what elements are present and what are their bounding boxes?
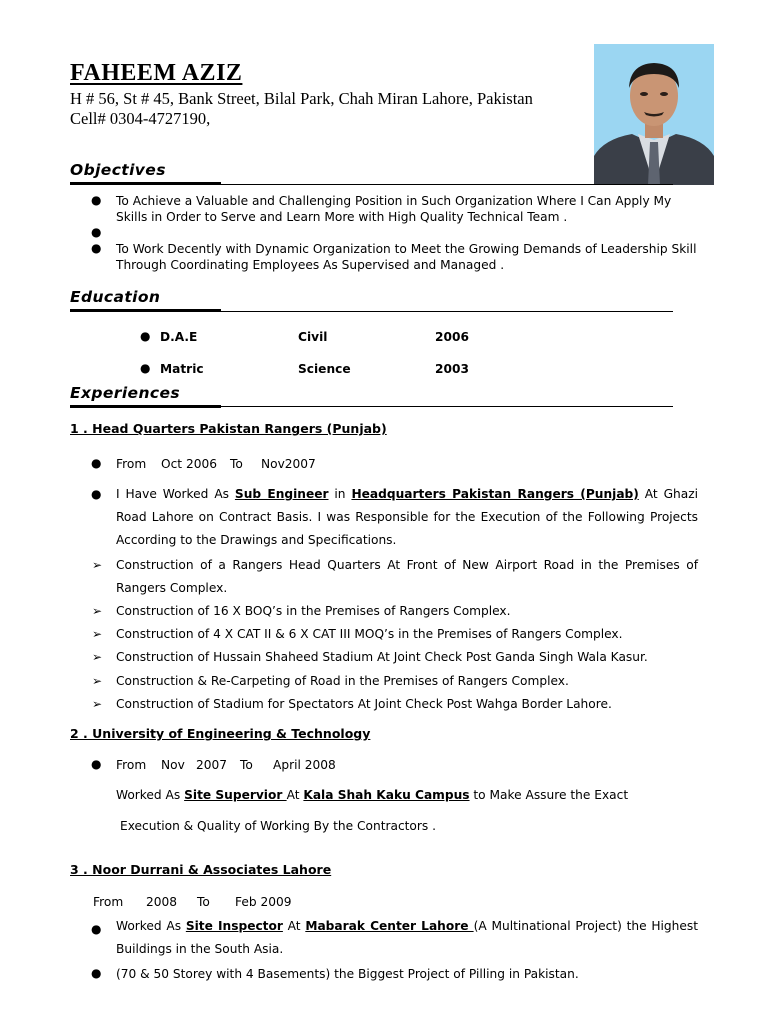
arrow-bullet-icon: ➢ xyxy=(92,627,103,641)
education-rule xyxy=(70,309,221,312)
address: H # 56, St # 45, Bank Street, Bilal Park, Chah Miran Lahore, Pakistan xyxy=(70,89,533,108)
bullet-icon: ● xyxy=(91,193,102,207)
education-rule-thin xyxy=(221,311,673,312)
project-item: Construction of 16 X BOQ’s in the Premises of Rangers Complex. xyxy=(116,604,511,618)
experiences-heading: Experiences xyxy=(70,384,181,402)
job-period-end: April 2008 xyxy=(273,758,336,772)
candidate-name: FAHEEM AZIZ xyxy=(70,60,243,86)
bullet-icon: ● xyxy=(91,241,102,255)
project-item: Construction of 4 X CAT II & 6 X CAT III MOQ’s in the Premises of Rangers Complex. xyxy=(116,627,623,641)
job-period-from: From xyxy=(116,758,147,772)
job-period-to: To xyxy=(197,895,210,909)
job-desc-text: to Make Assure the Exact xyxy=(469,788,629,802)
cell-number: Cell# 0304-4727190, xyxy=(70,109,211,128)
job-desc-text: (A Multinational Project) the Highest Buildings in the South Asia. xyxy=(116,919,698,956)
job-period-start: 2008 xyxy=(146,895,178,909)
job-period-start: Oct 2006 xyxy=(161,457,217,471)
edu-degree: Matric xyxy=(160,362,204,376)
job-heading: 1 . Head Quarters Pakistan Rangers (Punjab) xyxy=(70,421,387,436)
bullet-icon: ● xyxy=(91,922,102,936)
arrow-bullet-icon: ➢ xyxy=(92,558,103,572)
job-period-start-year: 2007 xyxy=(196,758,228,772)
job-desc-text: Worked As xyxy=(116,919,186,933)
job-description xyxy=(116,483,698,552)
arrow-bullet-icon: ➢ xyxy=(92,604,103,618)
edu-year: 2006 xyxy=(435,330,469,344)
job-period-to: To xyxy=(230,457,243,471)
job-role: Site Inspector xyxy=(185,919,283,933)
job-desc-text: At xyxy=(282,919,306,933)
bullet-icon: ● xyxy=(91,456,102,470)
job-period-to: To xyxy=(240,758,253,772)
arrow-bullet-icon: ➢ xyxy=(92,674,103,688)
project-item: Construction & Re-Carpeting of Road in the Premises of Rangers Complex. xyxy=(116,674,569,688)
edu-field: Civil xyxy=(298,330,328,344)
job-organization: Mabarak Center Lahore xyxy=(305,919,474,933)
job-role: Sub Engineer xyxy=(234,487,329,501)
objectives-rule xyxy=(70,182,221,185)
bullet-icon: ● xyxy=(91,757,102,771)
job-heading: 2 . University of Engineering & Technology xyxy=(70,726,371,741)
edu-degree: D.A.E xyxy=(160,330,198,344)
job-desc-text: in xyxy=(328,487,352,501)
job-description-line: Execution & Quality of Working By the Contractors . xyxy=(120,819,436,833)
job-period-start: Nov xyxy=(161,758,185,772)
objective-item: To Achieve a Valuable and Challenging Position in Such Organization Where I Can Apply My Skills in Order to Serve and Learn More with High Quality Technical Team . xyxy=(116,194,672,224)
bullet-icon: ● xyxy=(91,966,102,980)
objectives-heading: Objectives xyxy=(70,161,166,179)
bullet-icon: ● xyxy=(140,361,151,375)
objectives-rule-thin xyxy=(221,184,673,185)
education-heading: Education xyxy=(70,288,161,306)
job-description xyxy=(116,787,698,803)
project-item: Construction of a Rangers Head Quarters At Front of New Airport Road in the Premises of Rangers Complex. xyxy=(116,558,698,595)
job-period-end: Nov2007 xyxy=(261,457,316,471)
bullet-icon: ● xyxy=(91,487,102,501)
job-period-from: From xyxy=(116,457,147,471)
job-role: Site Supervior xyxy=(184,788,287,802)
job-desc-text: At Ghazi Road Lahore on Contract Basis. I was Responsible for the Execution of the Following Projects According to the Drawings and Specifications. xyxy=(116,487,698,547)
arrow-bullet-icon: ➢ xyxy=(92,697,103,711)
job-period-end: Feb 2009 xyxy=(235,895,292,909)
bullet-icon: ● xyxy=(140,329,151,343)
job-desc-text: At xyxy=(286,788,304,802)
edu-field: Science xyxy=(298,362,351,376)
job-description-line: (70 & 50 Storey with 4 Basements) the Biggest Project of Pilling in Pakistan. xyxy=(116,967,579,981)
job-heading: 3 . Noor Durrani & Associates Lahore xyxy=(70,862,332,877)
experiences-rule-thin xyxy=(221,406,673,407)
profile-photo xyxy=(594,44,714,185)
portrait-image xyxy=(594,44,714,185)
edu-year: 2003 xyxy=(435,362,469,376)
objective-item: To Work Decently with Dynamic Organization to Meet the Growing Demands of Leadership Skill Through Coordinating Employees As Supervised and Managed . xyxy=(116,242,697,272)
bullet-icon: ● xyxy=(91,225,102,239)
job-desc-text: I Have Worked As xyxy=(116,487,235,501)
project-item: Construction of Hussain Shaheed Stadium At Joint Check Post Ganda Singh Wala Kasur. xyxy=(116,650,648,664)
job-organization: Kala Shah Kaku Campus xyxy=(303,788,470,802)
job-description xyxy=(116,915,698,961)
job-organization: Headquarters Pakistan Rangers (Punjab) xyxy=(351,487,639,501)
arrow-bullet-icon: ➢ xyxy=(92,650,103,664)
experiences-rule xyxy=(70,405,221,408)
job-desc-text: Worked As xyxy=(116,788,185,802)
job-period-from: From xyxy=(93,895,124,909)
project-item: Construction of Stadium for Spectators At Joint Check Post Wahga Border Lahore. xyxy=(116,697,612,711)
